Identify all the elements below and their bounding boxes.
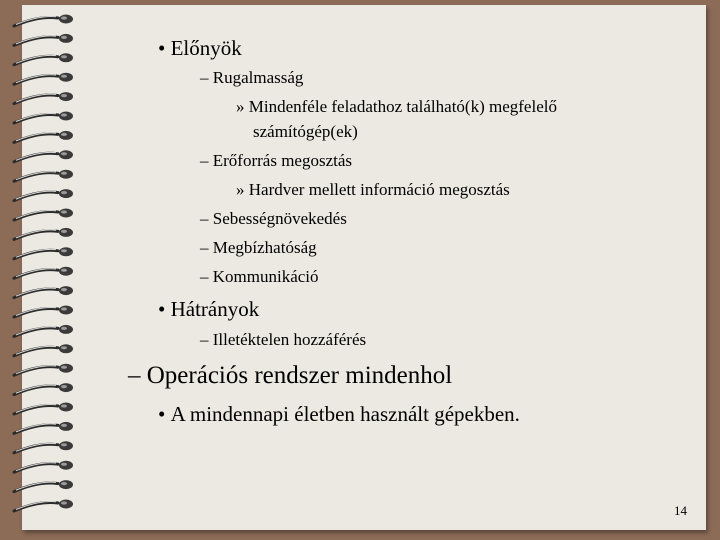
binding-ring xyxy=(14,364,73,376)
item-communication: – Kommunikáció xyxy=(200,267,319,286)
binding-ring xyxy=(14,461,73,473)
binding-ring xyxy=(14,170,73,182)
bullet-disadvantages: • Hátrányok xyxy=(158,297,260,321)
paper-background xyxy=(22,5,706,530)
binding-ring xyxy=(14,53,73,65)
binding-ring xyxy=(14,480,73,492)
binding-ring xyxy=(14,92,73,104)
binding-ring xyxy=(14,228,73,240)
spiral-binding-icon xyxy=(0,0,90,540)
binding-ring xyxy=(14,306,73,318)
binding-ring xyxy=(14,34,73,46)
item-resource-sharing: – Erőforrás megosztás xyxy=(200,151,353,170)
binding-ring xyxy=(14,403,73,415)
item-flexibility: – Rugalmasság xyxy=(200,68,304,87)
item-unauthorized-access: – Illetéktelen hozzáférés xyxy=(200,330,367,349)
binding-ring xyxy=(14,73,73,85)
binding-ring xyxy=(14,383,73,395)
bullet-everyday-machines: • A mindennapi életben használt gépekben. xyxy=(158,402,520,426)
heading-os-everywhere: – Operációs rendszer mindenhol xyxy=(128,362,453,389)
subitem-suitable-computer: » Mindenféle feladathoz található(k) megfelelő xyxy=(236,97,557,116)
subitem-information-sharing: » Hardver mellett információ megosztás xyxy=(236,180,510,199)
binding-ring xyxy=(14,209,73,221)
binding-ring xyxy=(14,112,73,124)
binding-ring xyxy=(14,247,73,258)
binding-ring xyxy=(14,344,73,356)
binding-ring xyxy=(14,150,73,162)
subitem-suitable-computer-cont: számítógép(ek) xyxy=(253,122,358,141)
binding-ring xyxy=(14,286,73,298)
binding-ring xyxy=(14,325,73,337)
binding-ring xyxy=(14,15,73,27)
page-number: 14 xyxy=(674,503,687,518)
binding-ring xyxy=(14,441,73,453)
item-reliability: – Megbízhatóság xyxy=(200,238,317,257)
bullet-advantages: • Előnyök xyxy=(158,36,242,60)
binding-ring xyxy=(14,500,73,512)
binding-ring xyxy=(14,267,73,279)
item-speedup: – Sebességnövekedés xyxy=(200,209,347,228)
binding-ring xyxy=(14,131,73,143)
binding-ring xyxy=(14,422,73,434)
binding-ring xyxy=(14,189,73,201)
